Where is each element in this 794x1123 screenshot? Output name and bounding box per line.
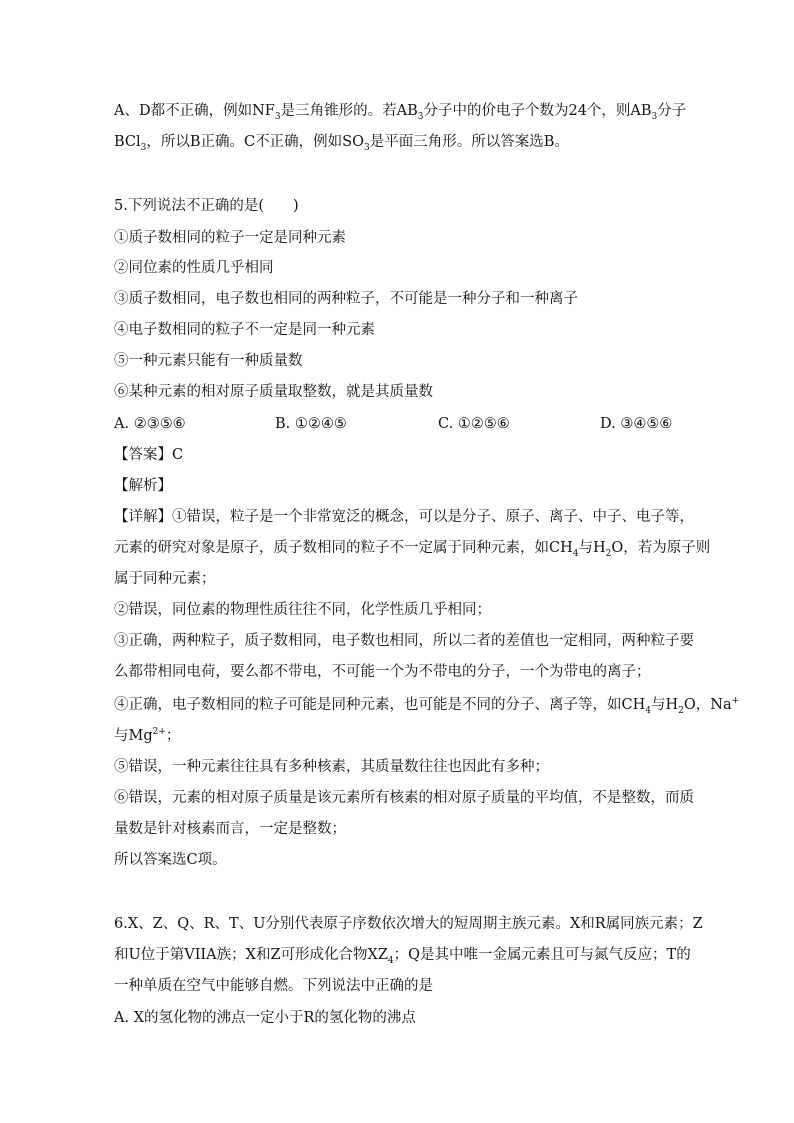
statement-6: ⑥某种元素的相对原子质量取整数，就是其质量数 (114, 384, 433, 400)
detail-line: 与$Mg^{2+}$； (114, 727, 181, 744)
detail-line: 属于同种元素； (114, 571, 216, 587)
statement-5: ⑤一种元素只能有一种质量数 (114, 353, 303, 369)
text-line: A、D都不正确，例如$NF_3$是三角锥形的。若$AB_3$分子中的价电子个数为24个，则$AB_3$分子 (114, 103, 687, 122)
statement-4: ④电子数相同的粒子不一定是同一种元素 (114, 322, 375, 338)
analysis-heading: 【解析】 (114, 478, 172, 494)
question-stem: 5.下列说法不正确的是( ) (114, 198, 299, 214)
statement-3: ③质子数相同，电子数也相同的两种粒子，不可能是一种分子和一种离子 (114, 291, 578, 307)
detail-line: ⑤错误，一种元素往往具有多种核素，其质量数往往也因此有多种； (114, 759, 549, 775)
statement-1: ①质子数相同的粒子一定是同种元素 (114, 230, 346, 246)
detail-line: ③正确，两种粒子，质子数相同，电子数也相同，所以二者的差值也一定相同，两种粒子要 (114, 633, 694, 649)
option-a: A. ②③⑤⑥ (114, 416, 186, 432)
question-stem: 6.X、Z、Q、R、T、U分别代表原子序数依次增大的短周期主族元素。X和R属同族元素；Z (114, 916, 703, 932)
detail-line: 所以答案选C项。 (114, 852, 227, 868)
detail-line: 【详解】①错误，粒子是一个非常宽泛的概念，可以是分子、原子、离子、中子、电子等， (114, 509, 694, 525)
detail-line: ②错误，同位素的物理性质往往不同，化学性质几乎相同； (114, 602, 491, 618)
detail-line: ⑥错误，元素的相对原子质量是该元素所有核素的相对原子质量的平均值，不是整数，而质 (114, 790, 694, 806)
detail-line: 么都带相同电荷，要么都不带电，不可能一个为不带电的分子，一个为带电的离子； (114, 664, 651, 680)
detail-line: 量数是针对核素而言，一定是整数； (114, 821, 346, 837)
option-c: C. ①②⑤⑥ (438, 416, 510, 432)
text-line: BCl$_3$，所以B正确。C不正确，例如$SO_3$是平面三角形。所以答案选B。 (114, 134, 569, 153)
question-stem-line: 一种单质在空气中能够自燃。下列说法中正确的是 (114, 978, 433, 994)
option-b: B. ①②④⑤ (275, 416, 347, 432)
statement-2: ②同位素的性质几乎相同 (114, 260, 274, 276)
option-a: A. X的氢化物的沸点一定小于R的氢化物的沸点 (114, 1010, 416, 1026)
answer: 【答案】C (114, 447, 184, 463)
option-d: D. ③④⑤⑥ (600, 416, 673, 432)
question-stem-line: 和U位于第VIIA族；X和Z可形成化合物$XZ_4$；Q是其中唯一金属元素且可与氮气反应；T的 (114, 947, 691, 966)
detail-line: 元素的研究对象是原子，质子数相同的粒子不一定属于同种元素，如$CH_4$与$H_2O$，若为原子则 (114, 540, 711, 559)
detail-line: ④正确，电子数相同的粒子可能是同种元素，也可能是不同的分子、离子等，如$CH_4$与$H_2O$，Na+ (114, 696, 740, 716)
